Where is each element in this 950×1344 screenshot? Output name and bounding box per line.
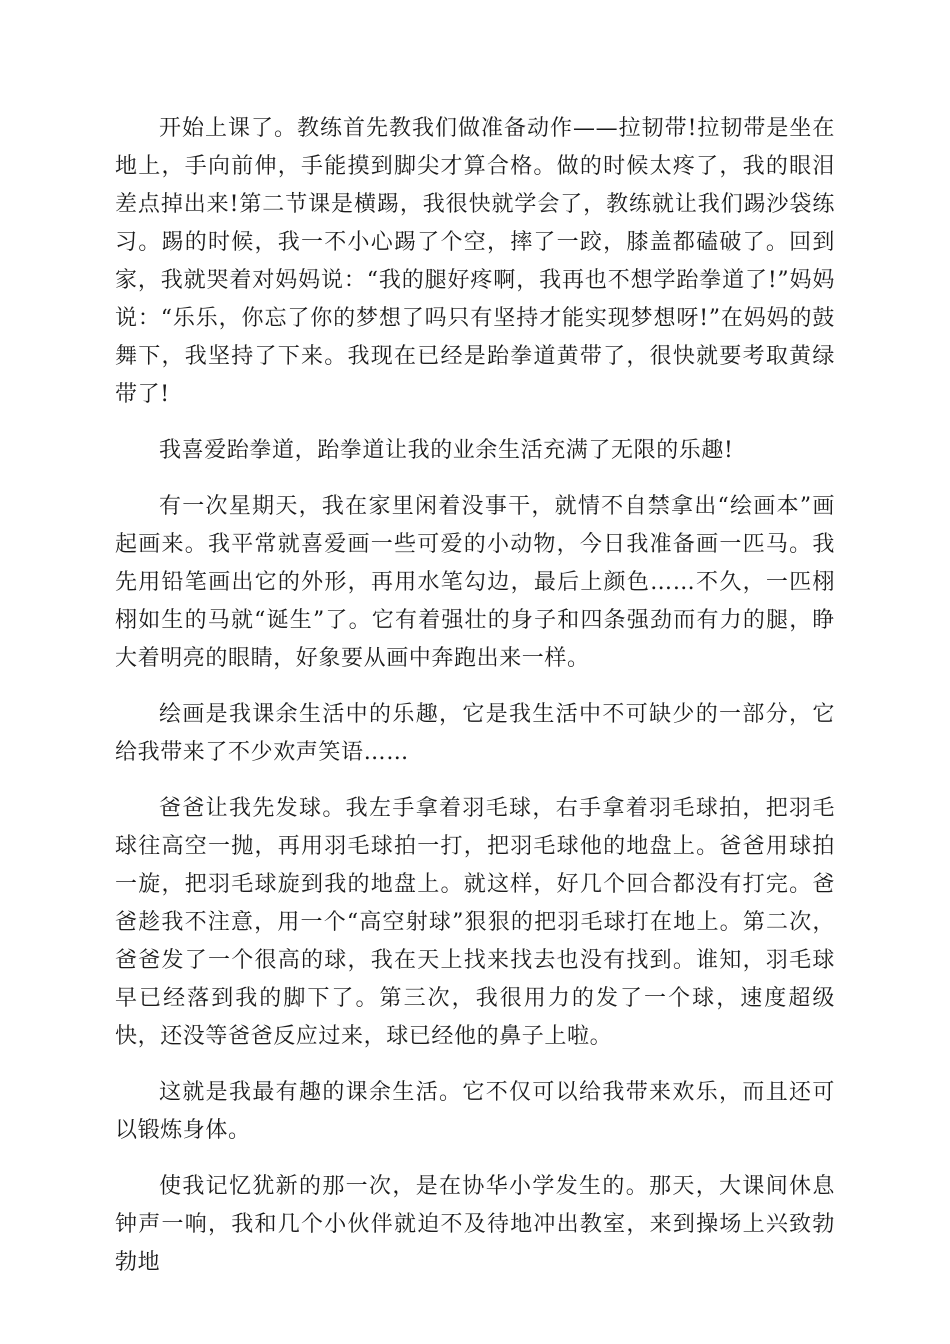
paragraph-drawing-horse: 有一次星期天，我在家里闲着没事干，就情不自禁拿出“绘画本”画起画来。我平常就喜爱画一些可爱的小动物，今日我准备画一匹马。我先用铅笔画出它的外形，再用水笔勾边，最后上颜色……不久，一匹栩栩如生的马就“诞生”了。它有着强壮的身子和四条强劲而有力的腿，睁大着明亮的眼睛，好象要从画中奔跑出来一样。 (115, 494, 835, 671)
paragraph-badminton-game: 爸爸让我先发球。我左手拿着羽毛球，右手拿着羽毛球拍，把羽毛球往高空一抛，再用羽毛球拍一打，把羽毛球他的地盘上。爸爸用球拍一旋，把羽毛球旋到我的地盘上。就这样，好几个回合都没有打完。爸爸趁我不注意，用一个“高空射球”狠狠的把羽毛球打在地上。第二次，爸爸发了一个很高的球，我在天上找来找去也没有找到。谁知，羽毛球早已经落到我的脚下了。第三次，我很用力的发了一个球，速度超级快，还没等爸爸反应过来，球已经他的鼻子上啦。 (115, 796, 835, 1049)
paragraph-badminton-summary: 这就是我最有趣的课余生活。它不仅可以给我带来欢乐，而且还可以锻炼身体。 (115, 1080, 835, 1143)
paragraph-taekwondo-class: 开始上课了。教练首先教我们做准备动作——拉韧带!拉韧带是坐在地上，手向前伸，手能摸到脚尖才算合格。做的时候太疼了，我的眼泪差点掉出来!第二节课是横踢，我很快就学会了，教练就让我们踢沙袋练习。踢的时候，我一不小心踢了个空，摔了一跤，膝盖都磕破了。回到家，我就哭着对妈妈说：“我的腿好疼啊，我再也不想学跆拳道了!”妈妈说：“乐乐，你忘了你的梦想了吗只有坚持才能实现梦想呀!”在妈妈的鼓舞下，我坚持了下来。我现在已经是跆拳道黄带了，很快就要考取黄绿带了! (115, 116, 835, 407)
paragraph-school-memory: 使我记忆犹新的那一次，是在协华小学发生的。那天，大课间休息钟声一响，我和几个小伙伴就迫不及待地冲出教室，来到操场上兴致勃勃地 (115, 1174, 835, 1275)
paragraph-drawing-joy: 绘画是我课余生活中的乐趣，它是我生活中不可缺少的一部分，它给我带来了不少欢声笑语…… (115, 702, 835, 765)
document-page (115, 110, 835, 1300)
paragraph-taekwondo-love: 我喜爱跆拳道，跆拳道让我的业余生活充满了无限的乐趣! (159, 438, 734, 463)
